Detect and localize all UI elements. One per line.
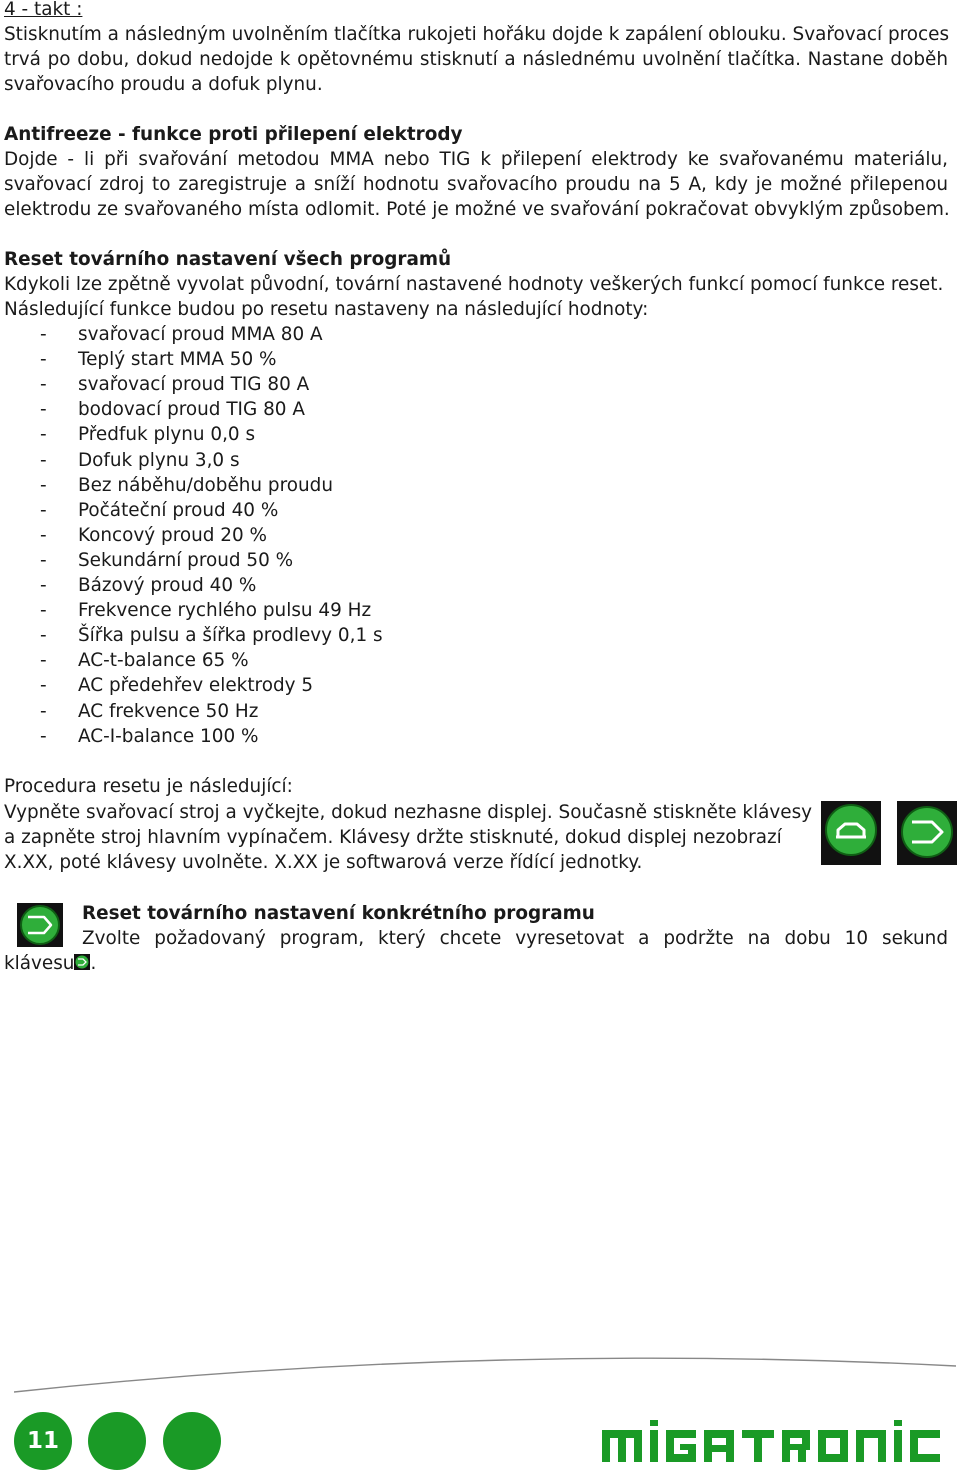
procedure-line-1: Vypněte svařovací stroj a vyčkejte, dokud nezhasne displej. Současně stiskněte klávesy xyxy=(4,802,813,823)
green-up-key-icon xyxy=(820,800,882,866)
procedure-line-3: X.XX, poté klávesy uvolněte. X.XX je softwarová verze řídící jednotky. xyxy=(4,852,643,873)
footer-curve-line xyxy=(14,1352,958,1396)
list-item-dash: - xyxy=(40,550,47,571)
list-item-dash: - xyxy=(40,324,47,345)
list-item-dash: - xyxy=(40,726,47,747)
takt4-heading: 4 - takt : xyxy=(4,0,83,20)
list-item: Dofuk plynu 3,0 s xyxy=(78,450,240,471)
reset-all-heading: Reset továrního nastavení všech programů xyxy=(4,249,452,270)
list-item-dash: - xyxy=(40,450,47,471)
list-item: Počáteční proud 40 % xyxy=(78,500,279,521)
reset-all-line-2: Následující funkce budou po resetu nastaveny na následující hodnoty: xyxy=(4,299,649,320)
list-item-dash: - xyxy=(40,475,47,496)
reset-program-line-2-suffix: . xyxy=(90,953,97,974)
procedure-line-2: a zapněte stroj hlavním vypínačem. Klávesy držte stisknuté, dokud displej nezobrazí xyxy=(4,827,782,848)
takt4-line-1: Stisknutím a následným uvolněním tlačítka rukojeti hořáku dojde k zapálení oblouku. Svařovací proces xyxy=(4,24,950,45)
list-item: AC frekvence 50 Hz xyxy=(78,701,259,722)
takt4-line-3: svařovacího proudu a dofuk plynu. xyxy=(4,74,323,95)
list-item: AC-I-balance 100 % xyxy=(78,726,259,747)
list-item: Koncový proud 20 % xyxy=(78,525,268,546)
takt4-line-2: trvá po dobu, dokud nedojde k opětovnému stisknutí a následnému uvolnění tlačítka. Nastane doběh xyxy=(4,49,948,70)
list-item-dash: - xyxy=(40,349,47,370)
small-green-key-icon xyxy=(74,954,90,970)
page-number: 11 xyxy=(26,1428,59,1454)
reset-program-line-2-prefix: klávesu xyxy=(4,953,75,974)
list-item: Teplý start MMA 50 % xyxy=(78,349,277,370)
green-key-icon xyxy=(16,902,64,948)
list-item-dash: - xyxy=(40,675,47,696)
list-item-dash: - xyxy=(40,500,47,521)
footer-circle-2 xyxy=(88,1412,146,1470)
list-item: Sekundární proud 50 % xyxy=(78,550,294,571)
antifreeze-line-3: elektrodu ze svařovaného místa odlomit. Poté je možné ve svařování pokračovat obvyklým způsobem. xyxy=(4,199,950,220)
list-item-dash: - xyxy=(40,525,47,546)
list-item-dash: - xyxy=(40,600,47,621)
list-item-dash: - xyxy=(40,399,47,420)
migatronic-logo-graphic xyxy=(598,1420,948,1466)
list-item: AC předehřev elektrody 5 xyxy=(78,675,314,696)
antifreeze-line-1: Dojde - li při svařování metodou MMA nebo TIG k přilepení elektrody ke svařovanému materiálu, xyxy=(4,149,948,170)
list-item: Frekvence rychlého pulsu 49 Hz xyxy=(78,600,372,621)
antifreeze-heading: Antifreeze - funkce proti přilepení elektrody xyxy=(4,124,463,145)
list-item-dash: - xyxy=(40,575,47,596)
list-item: Bez náběhu/doběhu proudu xyxy=(78,475,333,496)
list-item: bodovací proud TIG 80 A xyxy=(78,399,305,420)
list-item: svařovací proud MMA 80 A xyxy=(78,324,323,345)
list-item: AC-t-balance 65 % xyxy=(78,650,249,671)
footer-circle-3 xyxy=(163,1412,221,1470)
list-item: Šířka pulsu a šířka prodlevy 0,1 s xyxy=(78,625,383,646)
reset-all-line-1: Kdykoli lze zpětně vyvolat původní, tovární nastavené hodnoty veškerých funkcí pomocí funkce reset. xyxy=(4,274,944,295)
list-item-dash: - xyxy=(40,374,47,395)
list-item-dash: - xyxy=(40,625,47,646)
migatronic-logo xyxy=(598,1420,948,1473)
list-item-dash: - xyxy=(40,650,47,671)
list-item: svařovací proud TIG 80 A xyxy=(78,374,310,395)
list-item: Bázový proud 40 % xyxy=(78,575,257,596)
list-item-dash: - xyxy=(40,701,47,722)
reset-program-line-2 xyxy=(4,951,96,976)
reset-program-line-1: Zvolte požadovaný program, který chcete vyresetovat a podržte na dobu 10 sekund xyxy=(82,928,948,949)
list-item: Předfuk plynu 0,0 s xyxy=(78,424,256,445)
antifreeze-line-2: svařovací zdroj to zaregistruje a sníží hodnotu svařovacího proudu na 5 A, kdy je možné přilepenou xyxy=(4,174,948,195)
procedure-heading: Procedura resetu je následující: xyxy=(4,776,293,797)
green-next-key-icon xyxy=(896,800,958,866)
list-item-dash: - xyxy=(40,424,47,445)
reset-program-heading: Reset továrního nastavení konkrétního programu xyxy=(82,903,595,924)
